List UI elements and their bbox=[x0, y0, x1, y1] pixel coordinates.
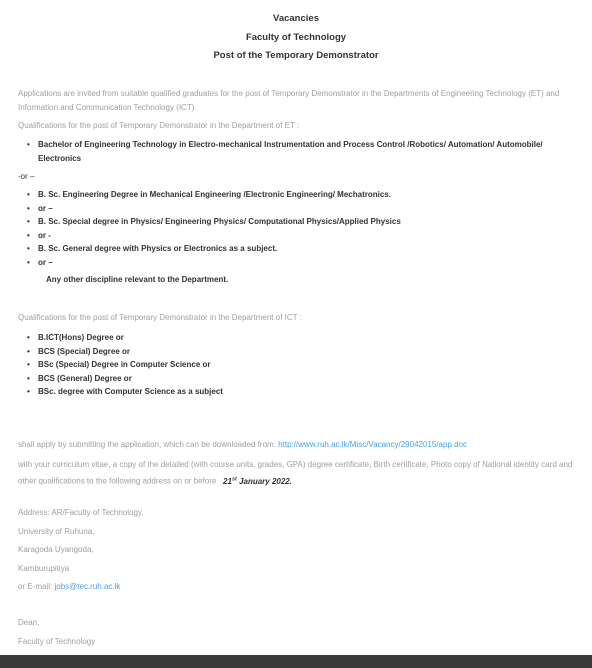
footer-bar bbox=[0, 655, 592, 668]
list-item: • BCS (General) Degree or bbox=[27, 372, 577, 386]
post-heading: Post of the Temporary Demonstrator bbox=[213, 50, 379, 61]
application-download-link[interactable]: http://www.ruh.ac.lk/Misc/Vacancy/29042015/app.doc bbox=[278, 440, 468, 449]
apply-paragraph bbox=[18, 438, 578, 452]
submission-details-paragraph bbox=[18, 458, 578, 489]
list-item: • BSc (Special) Degree in Computer Science or bbox=[27, 358, 577, 372]
list-item: • B.ICT(Hons) Degree or bbox=[27, 331, 577, 345]
other-discipline-note: Any other discipline relevant to the Department. bbox=[46, 275, 229, 284]
et-degree-list bbox=[27, 188, 577, 269]
page-title: Vacancies bbox=[273, 13, 319, 24]
et-qualifications-heading: Qualifications for the post of Temporary Demonstrator in the Department of ET : bbox=[18, 121, 300, 130]
faculty-heading: Faculty of Technology bbox=[245, 32, 347, 43]
ict-degree-list bbox=[27, 331, 577, 399]
address-line-1: Address: AR/Faculty of Technology, bbox=[18, 508, 144, 517]
email-label: or E-mail: bbox=[18, 582, 53, 591]
list-item: • BSc. degree with Computer Science as a subject bbox=[27, 385, 577, 399]
et-first-item: • Bachelor of Engineering Technology in Electro-mechanical Instrumentation and Process Control /Robotics/ Automation/ Automobile/ Electronics bbox=[27, 138, 577, 165]
signoff-faculty: Faculty of Technology bbox=[18, 637, 96, 646]
email-line bbox=[18, 581, 120, 593]
submission-details: with your curriculum vitae, a copy of the detailed (with course units, grades, GPA) degree certificate, Birth certificate, Photo copy of National identity card and other qualifications to the following address on or before bbox=[18, 460, 573, 486]
or-separator: -or – bbox=[18, 172, 35, 181]
list-item: • or – bbox=[27, 202, 577, 216]
list-item: • B. Sc. General degree with Physics or Electronics as a subject. bbox=[27, 242, 577, 256]
list-item: • or – bbox=[27, 256, 577, 270]
email-link[interactable]: jobs@tec.ruh.ac.lk bbox=[54, 582, 121, 591]
address-line-3: Karagoda Uyangoda, bbox=[18, 545, 94, 554]
list-item: • BCS (Special) Degree or bbox=[27, 345, 577, 359]
list-item: • or - bbox=[27, 229, 577, 243]
closing-date: 21st January 2022. bbox=[223, 476, 292, 486]
intro-paragraph: Applications are invited from suitable qualified graduates for the post of Temporary Demonstrator in the Departments of Engineering Technology (ET) and Information and Communication Technology (ICT). bbox=[18, 89, 560, 112]
signoff-title: Dean, bbox=[18, 618, 40, 627]
ict-qualifications-heading: Qualifications for the post of Temporary Demonstrator in the Department of ICT : bbox=[18, 313, 302, 322]
list-item: • B. Sc. Special degree in Physics/ Engineering Physics/ Computational Physics/Applied Physics bbox=[27, 215, 577, 229]
apply-text: shall apply by submitting the application, which can be downloaded from: bbox=[18, 440, 276, 449]
list-item: • B. Sc. Engineering Degree in Mechanical Engineering /Electronic Engineering/ Mechatronics. bbox=[27, 188, 577, 202]
address-line-2: University of Ruhuna, bbox=[18, 527, 95, 536]
address-line-4: Kamburupitiya bbox=[18, 564, 70, 573]
et-first-list bbox=[27, 138, 577, 165]
